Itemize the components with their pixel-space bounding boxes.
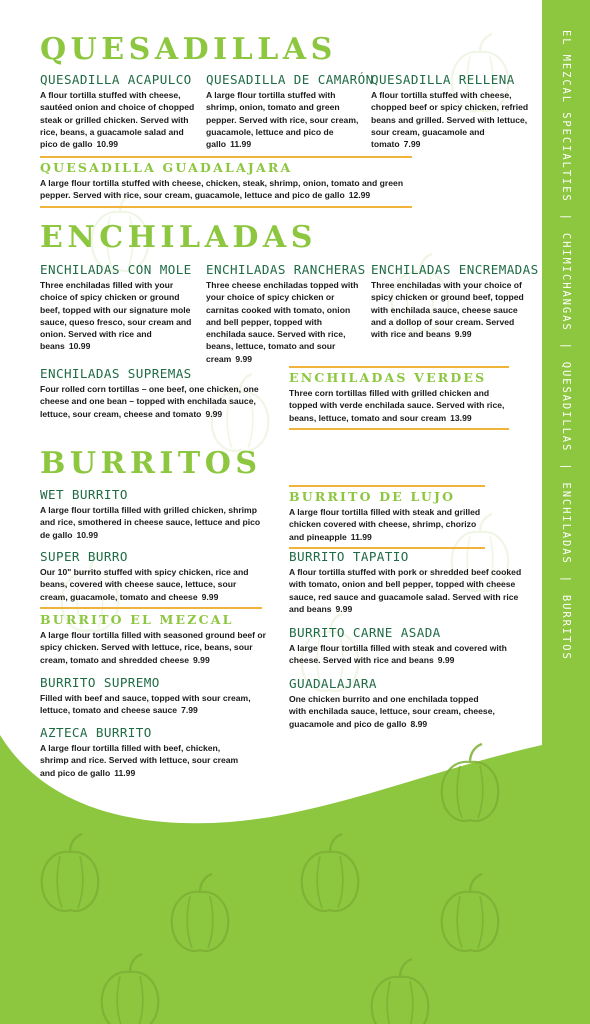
menu-item-quesadilla-rellena — [371, 72, 531, 150]
menu-item-quesadilla-de-camaron — [206, 72, 374, 150]
item-desc-text: Filled with beef and sauce, topped with sour cream, lettuce, tomato and cheese sauce — [40, 693, 251, 716]
item-price: 7.99 — [403, 139, 421, 150]
menu-item-enchiladas-con-mole — [40, 262, 198, 353]
item-price: 9.99 — [205, 408, 223, 419]
menu-item-burrito-supremo — [40, 675, 262, 717]
item-desc-text: A large flour tortilla stuffed with shrimp, onion, tomato and green pepper. Served with rice, sour cream, guacamole, lettuce and pico de gallo — [206, 90, 359, 150]
item-desc-text: Three cheese enchiladas topped with your choice of spicy chicken or carnitas cooked with tomato, onion and bell pepper, topped with enchilada sauce. Served with rice, beans, lettuce, tomato and sour cream — [206, 280, 359, 364]
item-desc-text: Three corn tortillas filled with grilled chicken and topped with verde enchilada sauce. Served with rice, beans, lettuce, tomato and sour cream — [289, 388, 505, 423]
item-desc-text: A large flour tortilla filled with seasoned ground beef or spicy chicken. Served with lettuce, rice, beans, sour cream, tomato and shredded cheese — [40, 630, 267, 665]
sidebar-item-quesadillas: QUESADILLAS — [560, 361, 572, 453]
item-name: ENCHILADAS SUPREMAS — [40, 366, 192, 381]
item-desc-text: Three enchiladas filled with your choice of spicy chicken or ground beef, topped with our signature mole sauce, queso fresco, sour cream and onion. Served with rice and beans — [40, 280, 192, 352]
menu-item-enchiladas-encremadas — [371, 262, 539, 340]
section-title-quesadillas: QUESADILLAS — [40, 32, 337, 67]
item-description — [206, 89, 366, 150]
menu-item-guadalajara — [289, 676, 495, 730]
item-name: GUADALAJARA — [289, 676, 377, 691]
item-description — [289, 506, 485, 543]
item-description — [289, 387, 509, 424]
item-price: 11.99 — [350, 531, 372, 542]
menu-item-super-burro — [40, 549, 262, 609]
item-price: 10.99 — [96, 139, 119, 150]
item-name: QUESADILLA GUADALAJARA — [40, 156, 412, 175]
item-description — [371, 89, 531, 150]
item-price: 9.99 — [454, 329, 472, 340]
item-desc-text: A large flour tortilla stuffed with cheese, chicken, steak, shrimp, onion, tomato and green pepper. Served with rice, sour cream, guacamole, lettuce and pico de gallo — [40, 178, 404, 201]
sidebar-item-chimichangas: CHIMICHANGAS — [560, 232, 572, 332]
item-name: BURRITO TAPATIO — [289, 549, 409, 564]
item-name: SUPER BURRO — [40, 549, 128, 564]
item-price: 13.99 — [450, 412, 472, 423]
item-desc-text: A large flour tortilla filled with grilled chicken, shrimp and rice, smothered in cheese sauce, lettuce and pico de gallo — [40, 505, 261, 540]
item-price: 11.99 — [230, 139, 252, 150]
section-title-enchiladas: ENCHILADAS — [40, 220, 317, 255]
sidebar-separator: | — [560, 575, 572, 584]
item-price: 12.99 — [348, 190, 371, 201]
section-sidebar — [542, 0, 590, 1024]
section-title-burritos: BURRITOS — [40, 446, 262, 481]
item-description — [40, 629, 272, 666]
sidebar-separator: | — [560, 463, 572, 472]
item-name: AZTECA BURRITO — [40, 725, 152, 740]
sidebar-nav — [560, 30, 572, 661]
item-price: 9.99 — [437, 655, 455, 666]
item-desc-text: A large flour tortilla filled with steak and covered with cheese. Served with rice and beans — [289, 643, 507, 666]
item-description — [40, 383, 270, 420]
sidebar-item-enchiladas: ENCHILADAS — [560, 482, 572, 565]
item-description — [371, 279, 531, 340]
item-name: WET BURRITO — [40, 487, 128, 502]
item-description — [40, 279, 198, 353]
menu-item-quesadilla-guadalajara — [40, 156, 412, 208]
item-desc-text: A flour tortilla stuffed with cheese, chopped beef or spicy chicken, refried beans and grilled. Served with lettuce, sour cream, guacamole and tomato — [371, 90, 529, 150]
menu-item-quesadilla-acapulco — [40, 72, 200, 150]
item-name: BURRITO DE LUJO — [289, 485, 485, 504]
item-description — [40, 89, 200, 150]
item-name: ENCHILADAS RANCHERAS — [206, 262, 366, 277]
item-description — [40, 742, 240, 779]
item-description — [289, 566, 531, 615]
item-desc-text: Four rolled corn tortillas – one beef, one chicken, one cheese and one bean – topped with enchilada sauce, lettuce, sour cream, cheese and tomato — [40, 384, 259, 419]
sidebar-separator: | — [560, 213, 572, 222]
sidebar-item-specialties: EL MEZCAL SPECIALTIES — [560, 30, 572, 203]
item-price: 9.99 — [335, 603, 353, 614]
item-price: 7.99 — [181, 705, 198, 716]
item-desc-text: One chicken burrito and one enchilada topped with enchilada sauce, lettuce, sour cream, cheese, guacamole and pico de gallo — [289, 694, 495, 729]
item-desc-text: A large flour tortilla filled with steak and grilled chicken covered with cheese, shrimp, chorizo and pineapple — [289, 507, 481, 542]
item-name: QUESADILLA RELLENA — [371, 72, 515, 87]
sidebar-item-burritos: BURRITOS — [560, 594, 572, 661]
item-desc-text: A flour tortilla stuffed with pork or shredded beef cooked with tomato, onion and bell pepper, topped with cheese sauce, red sauce and guacamole salad. Served with rice and beans — [289, 567, 522, 614]
item-desc-text: A flour tortilla stuffed with cheese, sautéed onion and choice of chopped steak or grilled chicken. Served with rice, beans, a guacamole salad and pico de gallo — [40, 90, 195, 150]
item-name: ENCHILADAS VERDES — [289, 366, 509, 385]
item-price: 11.99 — [114, 767, 136, 778]
item-description — [40, 566, 262, 603]
menu-item-enchiladas-rancheras — [206, 262, 364, 365]
menu-item-burrito-de-lujo — [289, 485, 485, 549]
item-price: 9.99 — [235, 353, 253, 364]
item-description — [40, 692, 262, 717]
menu-item-wet-burrito — [40, 487, 262, 541]
item-name: BURRITO EL MEZCAL — [40, 612, 234, 627]
item-name: QUESADILLA ACAPULCO — [40, 72, 192, 87]
item-description — [40, 177, 412, 202]
item-price: 10.99 — [68, 341, 91, 352]
item-desc-text: Our 10" burrito stuffed with spicy chicken, rice and beans, covered with cheese sauce, lettuce, sour cream, guacamole, tomato and cheese — [40, 567, 249, 602]
item-name: BURRITO CARNE ASADA — [289, 625, 441, 640]
menu-item-burrito-el-mezcal — [40, 612, 272, 666]
item-desc-text: Three enchiladas with your choice of spicy chicken or ground beef, topped with enchilada sauce, cheese sauce and a dollop of sour cream. Served with rice and beans — [371, 280, 524, 340]
menu-item-burrito-carne-asada — [289, 625, 515, 667]
item-name: BURRITO SUPREMO — [40, 675, 160, 690]
item-name: QUESADILLA DE CAMARÓN — [206, 72, 374, 87]
menu-item-burrito-tapatio — [289, 549, 531, 615]
menu-item-enchiladas-supremas — [40, 366, 270, 420]
sidebar-separator: | — [560, 342, 572, 351]
item-price: 8.99 — [410, 718, 428, 729]
menu-item-azteca-burrito — [40, 725, 240, 779]
item-price: 10.99 — [76, 529, 98, 540]
item-description — [289, 642, 515, 667]
item-price: 9.99 — [201, 591, 219, 602]
item-desc-text: A large flour tortilla filled with beef, chicken, shrimp and rice. Served with lettuce, sour cream and pico de gallo — [40, 743, 239, 778]
item-description — [289, 693, 495, 730]
item-name: ENCHILADAS ENCREMADAS — [371, 262, 539, 277]
item-name: ENCHILADAS CON MOLE — [40, 262, 192, 277]
item-price: 9.99 — [193, 654, 210, 665]
item-description — [206, 279, 364, 365]
item-description — [40, 504, 262, 541]
menu-item-enchiladas-verdes — [289, 366, 509, 430]
